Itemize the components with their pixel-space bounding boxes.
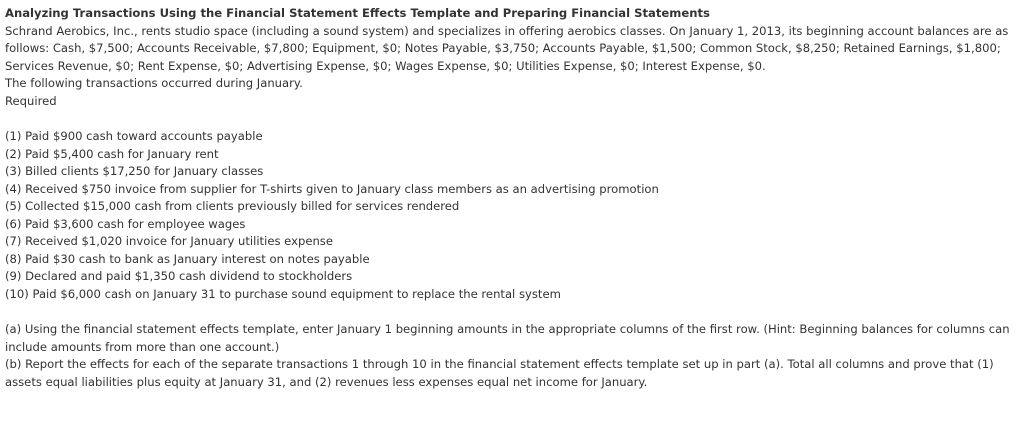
transaction-item: (5) Collected $15,000 cash from clients previously billed for services rendered [5, 199, 460, 213]
problem-title: Analyzing Transactions Using the Financial Statement Effects Template and Preparing Financial Statements [5, 6, 710, 20]
part-a: (a) Using the financial statement effects template, enter January 1 beginning amounts in the appropriate columns of the first row. (Hint: Beginning balances for columns can include amounts from more than one account.) [5, 322, 1010, 354]
spacer [5, 110, 1019, 128]
transaction-item: (6) Paid $3,600 cash for employee wages [5, 216, 246, 231]
transaction-list [5, 128, 1019, 303]
spacer [5, 303, 1019, 321]
transaction-item: (9) Declared and paid $1,350 cash dividend to stockholders [5, 269, 353, 283]
transaction-item: (1) Paid $900 cash toward accounts payable [5, 129, 263, 143]
transaction-item: (10) Paid $6,000 cash on January 31 to purchase sound equipment to replace the rental system [5, 286, 561, 301]
part-b: (b) Report the effects for each of the separate transactions 1 through 10 in the financial statement effects template set up in part (a). Total all columns and prove that (1) assets equal liabilities plus equity at January 31, and (2) revenues less expenses equal net income for January. [5, 357, 994, 389]
transaction-item: (3) Billed clients $17,250 for January classes [5, 164, 264, 178]
transaction-item: (7) Received $1,020 invoice for January utilities expense [5, 234, 333, 248]
transaction-item: (8) Paid $30 cash to bank as January interest on notes payable [5, 251, 370, 266]
problem-content [5, 5, 1019, 391]
problem-intro: Schrand Aerobics, Inc., rents studio space (including a sound system) and specializes in offering aerobics classes. On January 1, 2013, its beginning account balances are as follows: Cash, $7,500; Accounts Receivable, $7,800; Equipment, $0; Notes Payable, $3,750; Accounts Payable, $1,500; Common Stock, $8,250; Retained Earnings, $1,800; Services Revenue, $0; Rent Expense, $0; Advertising Expense, $0; Wages Expense, $0; Utilities Expense, $0; Interest Expense, $0. [5, 23, 1009, 73]
transactions-intro: The following transactions occurred during January. [5, 76, 303, 90]
required-label: Required [5, 93, 57, 108]
transaction-item: (2) Paid $5,400 cash for January rent [5, 146, 219, 161]
transaction-item: (4) Received $750 invoice from supplier for T-shirts given to January class members as an advertising promotion [5, 181, 659, 196]
